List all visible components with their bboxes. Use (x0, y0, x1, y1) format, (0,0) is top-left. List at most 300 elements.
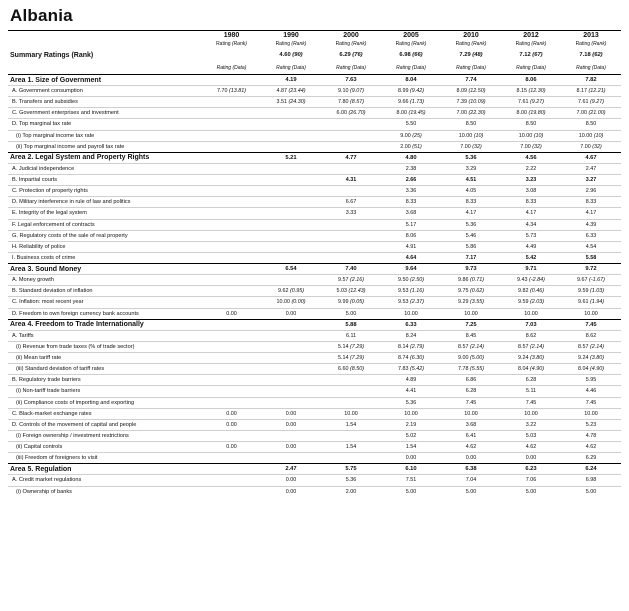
value-cell: 8.74 (6.30) (381, 352, 441, 363)
rank-header: Rating (Rank) (575, 41, 607, 47)
value-cell: 7.00 (32) (441, 141, 501, 152)
value-cell: 8.99 (9.42) (381, 86, 441, 97)
component-row (8, 197, 621, 208)
value-cell: 4.39 (561, 219, 621, 230)
table-body (8, 31, 621, 497)
value-cell (261, 275, 321, 286)
value-cell: 4.91 (381, 241, 441, 252)
component-row (8, 141, 621, 152)
value-cell: 7.70 (13.81) (202, 86, 261, 97)
value-cell: 10.00 (0.00) (261, 297, 321, 308)
value-cell: 5.21 (261, 152, 321, 163)
value-cell: 7.61 (9.27) (561, 97, 621, 108)
value-cell: 7.00 (32) (561, 141, 621, 152)
value-cell (261, 375, 321, 386)
component-label: (i) Non-tariff trade barriers (8, 386, 202, 397)
value-cell: 9.57 (2.16) (321, 275, 381, 286)
value-cell: 0.00 (261, 442, 321, 453)
value-cell: 5.00 (321, 308, 381, 319)
value-cell: 10.00 (321, 408, 381, 419)
value-cell: 9.67 (-1.67) (561, 275, 621, 286)
value-cell (202, 341, 261, 352)
value-cell (321, 186, 381, 197)
value-cell: 2.47 (561, 163, 621, 174)
value-cell: 5.00 (561, 486, 621, 497)
value-cell (261, 352, 321, 363)
data-header: Rating (Data) (516, 65, 546, 71)
value-cell: 8.04 (4.90) (501, 364, 561, 375)
value-cell: 10.00 (441, 408, 501, 419)
value-cell: 0.00 (261, 408, 321, 419)
component-row (8, 108, 621, 119)
component-label: (i) Ownership of banks (8, 486, 202, 497)
value-cell: 6.98 (561, 475, 621, 486)
value-cell: 5.46 (441, 230, 501, 241)
component-label: A. Credit market regulations (8, 475, 202, 486)
component-label: C. Inflation: most recent year (8, 297, 202, 308)
value-cell (202, 119, 261, 130)
value-cell (261, 330, 321, 341)
value-cell: 0.00 (441, 453, 501, 464)
value-cell: 7.45 (561, 319, 621, 330)
value-cell: 1.54 (321, 442, 381, 453)
value-cell (261, 108, 321, 119)
value-cell: 8.50 (561, 119, 621, 130)
value-cell: 1.54 (381, 442, 441, 453)
value-cell: 9.00 (25) (381, 130, 441, 141)
value-cell: 4.62 (561, 442, 621, 453)
value-cell: 5.36 (441, 152, 501, 163)
value-cell: 6.41 (441, 430, 501, 441)
component-label: (iii) Freedom of foreigners to visit (8, 453, 202, 464)
component-row (8, 230, 621, 241)
value-cell (321, 386, 381, 397)
component-row (8, 208, 621, 219)
value-cell: 0.00 (202, 419, 261, 430)
value-cell (202, 453, 261, 464)
data-header: Rating (Data) (276, 65, 306, 71)
value-cell: 9.53 (1.16) (381, 286, 441, 297)
year-col-1990: 1990 (261, 31, 321, 41)
value-cell: 9.71 (501, 264, 561, 275)
value-cell: 9.59 (1.03) (561, 286, 621, 297)
component-label: D. Freedom to own foreign currency bank accounts (8, 308, 202, 319)
value-cell: 4.17 (441, 208, 501, 219)
area-row (8, 264, 621, 275)
component-label: G. Regulatory costs of the sale of real property (8, 230, 202, 241)
value-cell: 6.29 (561, 453, 621, 464)
value-cell: 9.24 (3.80) (501, 352, 561, 363)
component-row (8, 397, 621, 408)
value-cell: 6.10 (381, 464, 441, 475)
value-cell: 4.19 (261, 75, 321, 86)
component-row (8, 286, 621, 297)
summary-value: 4.60 (90) (279, 52, 303, 58)
value-cell: 10.00 (10) (501, 130, 561, 141)
value-cell: 5.03 (501, 430, 561, 441)
data-header-row (8, 62, 621, 75)
value-cell: 6.24 (561, 464, 621, 475)
value-cell: 7.25 (441, 319, 501, 330)
value-cell: 4.17 (501, 208, 561, 219)
component-row (8, 419, 621, 430)
value-cell (202, 297, 261, 308)
value-cell (202, 364, 261, 375)
value-cell (261, 208, 321, 219)
value-cell (321, 397, 381, 408)
summary-value: 7.29 (48) (459, 52, 483, 58)
component-row (8, 364, 621, 375)
value-cell: 0.00 (261, 486, 321, 497)
value-cell: 6.28 (441, 386, 501, 397)
value-cell: 5.36 (381, 397, 441, 408)
value-cell (202, 386, 261, 397)
value-cell (321, 219, 381, 230)
value-cell (321, 119, 381, 130)
component-row (8, 219, 621, 230)
value-cell: 9.10 (9.07) (321, 86, 381, 97)
component-row (8, 330, 621, 341)
value-cell: 2.22 (501, 163, 561, 174)
value-cell (321, 453, 381, 464)
value-cell: 8.45 (441, 330, 501, 341)
ratings-table (8, 30, 621, 497)
value-cell (202, 375, 261, 386)
value-cell: 5.00 (441, 486, 501, 497)
value-cell: 7.61 (9.27) (501, 97, 561, 108)
value-cell: 7.06 (501, 475, 561, 486)
component-row (8, 308, 621, 319)
value-cell: 4.05 (441, 186, 501, 197)
value-cell: 4.64 (381, 252, 441, 263)
value-cell: 9.64 (381, 264, 441, 275)
value-cell: 10.00 (381, 308, 441, 319)
value-cell (202, 286, 261, 297)
value-cell: 0.00 (202, 442, 261, 453)
value-cell (202, 475, 261, 486)
area-label: Area 5. Regulation (8, 464, 202, 475)
value-cell: 5.36 (441, 219, 501, 230)
value-cell: 10.00 (501, 308, 561, 319)
component-label: C. Black-market exchange rates (8, 408, 202, 419)
value-cell: 2.00 (51) (381, 141, 441, 152)
component-label: (i) Foreign ownership / investment restrictions (8, 430, 202, 441)
year-col-1980: 1980 (202, 31, 261, 41)
summary-label: Summary Ratings (Rank) (10, 51, 94, 59)
value-cell: 4.31 (321, 174, 381, 185)
value-cell: 4.34 (501, 219, 561, 230)
value-cell: 5.17 (381, 219, 441, 230)
value-cell: 4.87 (23.44) (261, 86, 321, 97)
value-cell: 10.00 (501, 408, 561, 419)
value-cell: 4.77 (321, 152, 381, 163)
value-cell: 0.00 (381, 453, 441, 464)
value-cell: 7.17 (441, 252, 501, 263)
year-col-2012: 2012 (501, 31, 561, 41)
value-cell (202, 152, 261, 163)
value-cell (202, 241, 261, 252)
value-cell: 3.27 (561, 174, 621, 185)
value-cell: 3.68 (441, 419, 501, 430)
value-cell: 6.33 (381, 319, 441, 330)
value-cell (202, 330, 261, 341)
value-cell: 5.86 (441, 241, 501, 252)
value-cell: 4.89 (381, 375, 441, 386)
value-cell: 5.50 (381, 119, 441, 130)
value-cell: 9.53 (2.37) (381, 297, 441, 308)
summary-value: 7.18 (62) (579, 52, 603, 58)
value-cell: 9.62 (0.95) (261, 286, 321, 297)
data-header: Rating (Data) (336, 65, 366, 71)
area-label: Area 1. Size of Government (8, 75, 202, 86)
value-cell: 8.50 (501, 119, 561, 130)
component-row (8, 252, 621, 263)
value-cell: 3.08 (501, 186, 561, 197)
value-cell: 0.00 (501, 453, 561, 464)
value-cell (202, 208, 261, 219)
value-cell (321, 163, 381, 174)
value-cell (261, 130, 321, 141)
component-label: F. Legal enforcement of contracts (8, 219, 202, 230)
value-cell (261, 386, 321, 397)
component-row (8, 186, 621, 197)
country-title: Albania (10, 6, 73, 25)
component-label: D. Military interference in rule of law and politics (8, 197, 202, 208)
component-row (8, 375, 621, 386)
value-cell: 10.00 (10) (441, 130, 501, 141)
value-cell: 4.56 (501, 152, 561, 163)
value-cell: 8.04 (381, 75, 441, 86)
component-row (8, 430, 621, 441)
area-row (8, 319, 621, 330)
value-cell (261, 186, 321, 197)
rank-header: Rating (Rank) (335, 41, 367, 47)
value-cell: 5.11 (501, 386, 561, 397)
component-row (8, 130, 621, 141)
component-label: B. Standard deviation of inflation (8, 286, 202, 297)
value-cell: 6.54 (261, 264, 321, 275)
area-row (8, 464, 621, 475)
data-header: Rating (Data) (396, 65, 426, 71)
value-cell: 2.96 (561, 186, 621, 197)
value-cell: 9.72 (561, 264, 621, 275)
value-cell (261, 341, 321, 352)
value-cell: 7.74 (441, 75, 501, 86)
value-cell: 4.51 (441, 174, 501, 185)
value-cell: 2.00 (321, 486, 381, 497)
value-cell: 8.15 (12.30) (501, 86, 561, 97)
value-cell: 9.73 (441, 264, 501, 275)
value-cell (202, 264, 261, 275)
value-cell (202, 141, 261, 152)
value-cell: 4.62 (501, 442, 561, 453)
value-cell: 9.29 (3.55) (441, 297, 501, 308)
component-row (8, 97, 621, 108)
value-cell: 2.19 (381, 419, 441, 430)
rank-header: Rating (Rank) (275, 41, 307, 47)
value-cell (321, 241, 381, 252)
value-cell: 5.14 (7.29) (321, 341, 381, 352)
year-col-2005: 2005 (381, 31, 441, 41)
component-label: I. Business costs of crime (8, 252, 202, 263)
value-cell (202, 97, 261, 108)
value-cell: 8.04 (4.90) (561, 364, 621, 375)
component-row (8, 275, 621, 286)
component-row (8, 86, 621, 97)
value-cell (202, 397, 261, 408)
year-col-2000: 2000 (321, 31, 381, 41)
summary-row (8, 48, 621, 62)
value-cell: 8.33 (561, 197, 621, 208)
component-label: E. Integrity of the legal system (8, 208, 202, 219)
value-cell: 1.54 (321, 419, 381, 430)
component-label: (i) Top marginal income tax rate (8, 130, 202, 141)
value-cell: 4.46 (561, 386, 621, 397)
value-cell: 6.67 (321, 197, 381, 208)
value-cell: 8.62 (561, 330, 621, 341)
value-cell: 4.54 (561, 241, 621, 252)
value-cell: 8.57 (2.14) (501, 341, 561, 352)
value-cell: 10.00 (441, 308, 501, 319)
value-cell: 6.33 (561, 230, 621, 241)
value-cell: 8.17 (12.21) (561, 86, 621, 97)
value-cell: 5.03 (12.43) (321, 286, 381, 297)
value-cell (202, 219, 261, 230)
value-cell: 3.51 (24.30) (261, 97, 321, 108)
value-cell: 5.23 (561, 419, 621, 430)
component-label: A. Money growth (8, 275, 202, 286)
value-cell (202, 275, 261, 286)
value-cell (202, 464, 261, 475)
area-label: Area 3. Sound Money (8, 264, 202, 275)
value-cell (261, 241, 321, 252)
component-row (8, 119, 621, 130)
component-row (8, 475, 621, 486)
value-cell: 4.17 (561, 208, 621, 219)
value-cell: 9.43 (-2.84) (501, 275, 561, 286)
value-cell: 6.86 (441, 375, 501, 386)
value-cell: 7.00 (22.30) (441, 108, 501, 119)
value-cell: 3.29 (441, 163, 501, 174)
value-cell: 9.59 (2.03) (501, 297, 561, 308)
summary-value: 6.29 (76) (339, 52, 363, 58)
component-label: C. Protection of property rights (8, 186, 202, 197)
rank-header: Rating (Rank) (395, 41, 427, 47)
value-cell (261, 397, 321, 408)
component-label: (iii) Standard deviation of tariff rates (8, 364, 202, 375)
value-cell: 9.00 (5.00) (441, 352, 501, 363)
component-row (8, 442, 621, 453)
value-cell: 7.51 (381, 475, 441, 486)
value-cell (202, 197, 261, 208)
value-cell: 9.99 (0.05) (321, 297, 381, 308)
value-cell: 5.42 (501, 252, 561, 263)
value-cell (202, 430, 261, 441)
component-label: A. Judicial independence (8, 163, 202, 174)
value-cell (202, 174, 261, 185)
component-label: (ii) Top marginal income and payroll tax rate (8, 141, 202, 152)
value-cell: 4.78 (561, 430, 621, 441)
value-cell: 7.00 (21.00) (561, 108, 621, 119)
value-cell (202, 163, 261, 174)
value-cell (321, 230, 381, 241)
value-cell: 9.66 (1.73) (381, 97, 441, 108)
value-cell (321, 375, 381, 386)
value-cell (321, 141, 381, 152)
value-cell: 6.60 (8.50) (321, 364, 381, 375)
component-label: B. Transfers and subsidies (8, 97, 202, 108)
component-row (8, 174, 621, 185)
value-cell: 8.57 (2.14) (561, 341, 621, 352)
value-cell: 0.00 (261, 308, 321, 319)
value-cell: 5.00 (381, 486, 441, 497)
value-cell: 2.66 (381, 174, 441, 185)
component-row (8, 341, 621, 352)
value-cell: 4.62 (441, 442, 501, 453)
value-cell: 0.00 (202, 408, 261, 419)
value-cell (261, 230, 321, 241)
value-cell: 7.00 (32) (501, 141, 561, 152)
component-label: A. Tariffs (8, 330, 202, 341)
value-cell: 8.06 (381, 230, 441, 241)
value-cell: 7.39 (10.09) (441, 97, 501, 108)
value-cell (261, 174, 321, 185)
area-row (8, 75, 621, 86)
component-row (8, 163, 621, 174)
value-cell (261, 163, 321, 174)
data-header: Rating (Data) (576, 65, 606, 71)
value-cell: 10.00 (10) (561, 130, 621, 141)
value-cell (261, 119, 321, 130)
rank-header-row (8, 40, 621, 48)
summary-value (202, 48, 261, 62)
value-cell: 6.11 (321, 330, 381, 341)
value-cell: 7.45 (561, 397, 621, 408)
component-label: (ii) Capital controls (8, 442, 202, 453)
component-label: B. Regulatory trade barriers (8, 375, 202, 386)
value-cell: 5.95 (561, 375, 621, 386)
year-col-2013: 2013 (561, 31, 621, 41)
value-cell (202, 186, 261, 197)
component-row (8, 241, 621, 252)
year-header-row (8, 31, 621, 41)
value-cell: 10.00 (381, 408, 441, 419)
component-row (8, 486, 621, 497)
component-label: D. Controls of the movement of capital and people (8, 419, 202, 430)
value-cell: 5.14 (7.29) (321, 352, 381, 363)
value-cell: 8.57 (2.14) (441, 341, 501, 352)
rank-header: Rating (Rank) (455, 41, 487, 47)
value-cell: 7.40 (321, 264, 381, 275)
value-cell (261, 364, 321, 375)
value-cell: 9.61 (1.94) (561, 297, 621, 308)
value-cell: 3.22 (501, 419, 561, 430)
value-cell (202, 130, 261, 141)
summary-value: 6.98 (66) (399, 52, 423, 58)
value-cell: 0.00 (202, 308, 261, 319)
value-cell: 4.49 (501, 241, 561, 252)
value-cell (202, 108, 261, 119)
value-cell: 4.67 (561, 152, 621, 163)
value-cell: 8.33 (381, 197, 441, 208)
value-cell: 9.86 (0.71) (441, 275, 501, 286)
value-cell: 7.80 (8.57) (321, 97, 381, 108)
value-cell: 5.75 (321, 464, 381, 475)
area-row (8, 152, 621, 163)
component-label: D. Top marginal tax rate (8, 119, 202, 130)
value-cell: 7.63 (321, 75, 381, 86)
value-cell: 8.33 (501, 197, 561, 208)
